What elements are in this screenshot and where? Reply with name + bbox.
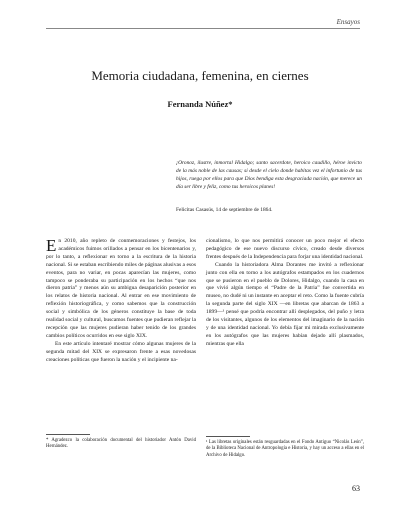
body-column-right [206,238,364,349]
body-paragraph: Cuando la historiadora Alma Dorantes me invitó a reflexionar junto con ella en torno a los autógrafos estampados en los cuadernos que se pusieron en el pueblo de Dolores, Hidalgo, cuando la casa en que vivió algún tiempo el “Padre de la Patria” fue convertida en museo, no dudé ni un instante en aceptar el reto. Como la fuente cubría la segunda parte del siglo XIX —en libretas que abarcan de 1863 a 1899—¹ pensé que podría encontrar allí desplegados, del puño y letra de los visitantes, algunos de los elementos del imaginario de la nación y de una identidad nacional. Yo debía fijar mi mirada exclusivamente en los autógrafos que las mujeres habían dejado allí plasmados, mientras que ella [206,261,364,347]
footnote-left: * Agradezco la colaboración documental del historiador Antón David Hernández. [46,438,196,450]
body-paragraph: En este artículo intentaré mostrar cómo algunas mujeres de la segunda mitad del XIX se expresaron frente a esas novedosas creaciones políticas que fueron la nación y el incipiente na- [46,340,196,363]
paragraph-text: n 2010, año repleto de conmemoraciones y festejos, los académicos fuimos orillados a pensar en los bicentenarios y, por lo tanto, a reflexionar en torno a la escritura de la historia nacional. Si se estaban escribiendo miles de páginas alusivas a esos eventos, para no variar, en pocas aparecían las mujeres, como tampoco se ponderaba su participación en los hechos “que nos dieron patria” y menos aún su ambigua desaparición posterior en los relatos de historia nacional. Al entrar en ese movimiento de reflexión historiográfica, y como sabemos que la construcción social y simbólica de los géneros constituye la base de toda realidad social y cultural, buscamos fuentes que pudieran reflejar la recepción que las mujeres pudieran haber tenido de los grandes cambios políticos ocurridos en ese siglo XIX. [46,238,196,339]
article-author: Fernanda Núñez* [167,99,233,109]
body-paragraph: cionalismo, lo que nos permitirá conocer un poco mejor el efecto pedagógico de ese nuevo discurso cívico, creado desde diversos frentes después de la Independencia para forjar una identidad nacional. [206,238,364,260]
footnote-rule [46,434,90,435]
body-paragraph [46,238,196,341]
section-label: Ensayos [336,18,360,26]
footnote-right: ¹ Las libretas originales están resguardadas en el Fondo Antiguo “Nicolás León”, de la Biblioteca Nacional de Antropología e Historia, y hay un acceso a ellas en el Archivo de Hidalgo. [206,440,364,458]
page-number: 63 [352,484,360,493]
footnote-rule [206,436,250,437]
epigraph-quote: ¡Oronoz, ilustre, inmortal Hidalgo; santo sacerdote, heroico caudillo, héroe invicto de la más noble de las causas; si desde el cielo donde habitas vez el infortunio de tus hijos, ruega por ellos para que Dios bendiga esta desgraciada nación, que merece un día ser libre y feliz, como tus heroicos planes! [176,160,362,191]
article-title: Memoria ciudadana, femenina, en ciernes [91,68,309,83]
header-rule [46,28,360,29]
body-column-left [46,238,196,365]
drop-cap: E [46,236,57,255]
epigraph-source: Felicitas Casasús, 14 de septiembre de 1864. [176,207,273,213]
